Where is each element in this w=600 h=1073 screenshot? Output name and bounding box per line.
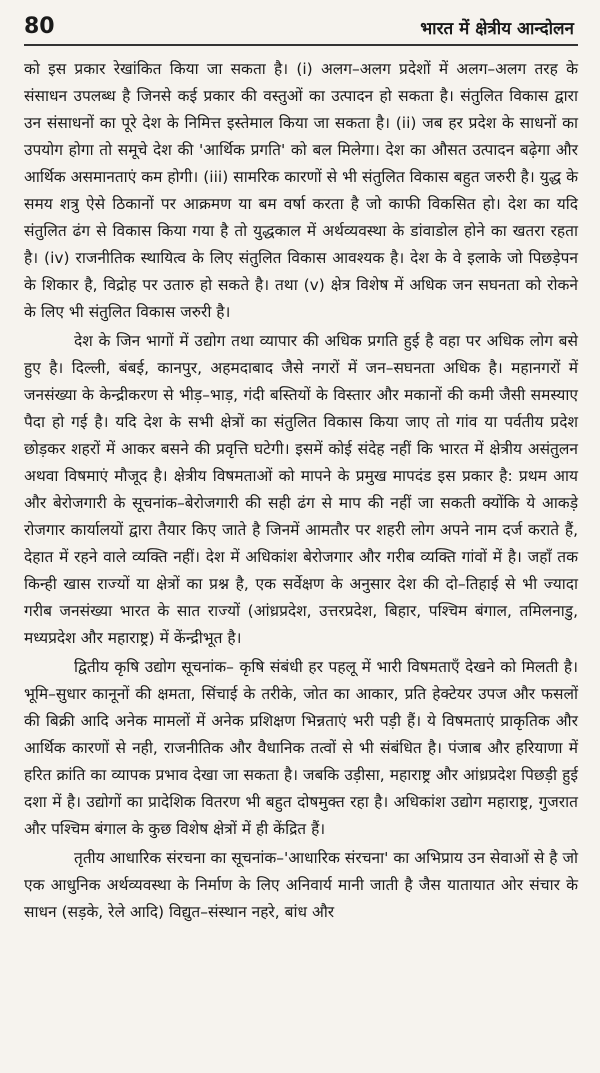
body-text [24,56,578,926]
paragraph-continued: को इस प्रकार रेखांकित किया जा सकता है। (i) अलग–अलग प्रदेशों में अलग–अलग तरह के संसाधन उपलब्ध है जिनसे कई प्रकार की वस्तुओं का उत्पादन हो सकता है। संतुलित विकास द्वारा उन संसाधनों का पूरे देश के निमित्त इस्तेमाल किया जा सकता है। (ii) जब हर प्रदेश के साधनों का उपयोग होगा तो समूचे देश की 'आर्थिक प्रगति' को बल मिलेगा। देश का औसत उत्पादन बढ़ेगा और आर्थिक असमानताएं कम होगी। (iii) सामरिक कारणों से भी संतुलित विकास बहुत जरुरी है। युद्ध के समय शत्रु ऐसे ठिकानों पर आक्रमण या बम वर्षा करता है जो काफी विकसित हो। देश का यदि संतुलित ढंग से विकास किया गया है तो युद्धकाल में अर्थव्यवस्था के डांवाडोल होने का खतरा रहता है। (iv) राजनीतिक स्थायित्व के लिए संतुलित विकास आवश्यक है। देश के वे इलाके जो पिछड़ेपन के शिकार है, विद्रोह पर उतारु हो सकते है। तथा (v) क्षेत्र विशेष में अधिक जन सघनता को रोकने के लिए भी संतुलित विकास जरुरी है। [24,60,578,321]
page-number: 80 [24,14,55,39]
header-rule [24,44,578,46]
page-header [24,0,578,40]
paragraph: देश के जिन भागों में उद्योग तथा व्यापार की अधिक प्रगति हुई है वहा पर अधिक लोग बसे हुए है। दिल्ली, बंबई, कानपुर, अहमदाबाद जैसे नगरों में जन–सघनता अधिक है। महानगरों में जनसंख्या के केन्द्रीकरण से भीड़–भाड़, गंदी बस्तियों के विस्तार और मकानों की कमी जैसी समस्याए पैदा हो गई है। यदि देश के सभी क्षेत्रों का संतुलित विकास किया जाए तो गांव या पर्वतीय प्रदेश छोड़कर शहरों में आकर बसने की प्रवृत्ति घटेगी। इसमें कोई संदेह नहीं कि भारत में क्षेत्रीय असंतुलन अथवा विषमाएं मौजूद है। क्षेत्रीय विषमताओं को मापने के प्रमुख मापदंड इस प्रकार है: प्रथम आय और बेरोजगारी के सूचनांक–बेरोजगारी की सही ढंग से माप की नहीं जा सकती क्योंकि ये आकड़े रोजगार कार्यालयों द्वारा तैयार किए जाते है जिनमें आमतौर पर शहरी लोग अपने नाम दर्ज कराते हैं, देहात में रहने वाले व्यक्ति नहीं। देश में अधिकांश बेरोजगार और गरीब व्यक्ति गांवों में है। जहाँ तक किन्ही खास राज्यों या क्षेत्रों का प्रश्न है, एक सर्वेक्षण के अनुसार देश की दो–तिहाई से भी ज्यादा गरीब जनसंख्या भारत के सात राज्यों (आंध्रप्रदेश, उत्तरप्रदेश, बिहार, पश्चिम बंगाल, तमिलनाडु, मध्यप्रदेश और महाराष्ट्र) में केंन्द्रीभूत है। [24,332,578,647]
paragraph: द्वितीय कृषि उद्योग सूचनांक– कृषि संबंधी हर पहलू में भारी विषमताएँ देखने को मिलती है। भूमि–सुधार कानूनों की क्षमता, सिंचाई के तरीके, जोत का आकार, प्रति हेक्टेयर उपज और फसलों की बिक्री आदि अनेक मामलों में अनेक प्रशिक्षण भिन्नताएं भरी पड़ी हैं। ये विषमताएं प्राकृतिक और आर्थिक कारणों से नही, राजनीतिक और वैधानिक तत्वों से भी संबंधित है। पंजाब और हरियाणा में हरित क्रांति का व्यापक प्रभाव देखा जा सकता है। जबकि उड़ीसा, महाराष्ट्र और आंध्रप्रदेश पिछड़ी हुई दशा में है। उद्योगों का प्रादेशिक वितरण भी बहुत दोषमुक्त रहा है। अधिकांश उद्योग महाराष्ट्र, गुजरात और पश्चिम बंगाल के कुछ विशेष क्षेत्रों में ही केंद्रित हैं। [24,658,578,838]
paragraph: तृतीय आधारिक संरचना का सूचनांक–'आधारिक संरचना' का अभिप्राय उन सेवाओं से है जो एक आधुनिक अर्थव्यवस्था के निर्माण के लिए अनिवार्य मानी जाती है जैस यातायात ओर संचार के साधन (सड़के, रेले आदि) विद्युत–संस्थान नहरे, बांध और [24,849,578,921]
running-title: भारत में क्षेत्रीय आन्दोलन [420,19,574,39]
